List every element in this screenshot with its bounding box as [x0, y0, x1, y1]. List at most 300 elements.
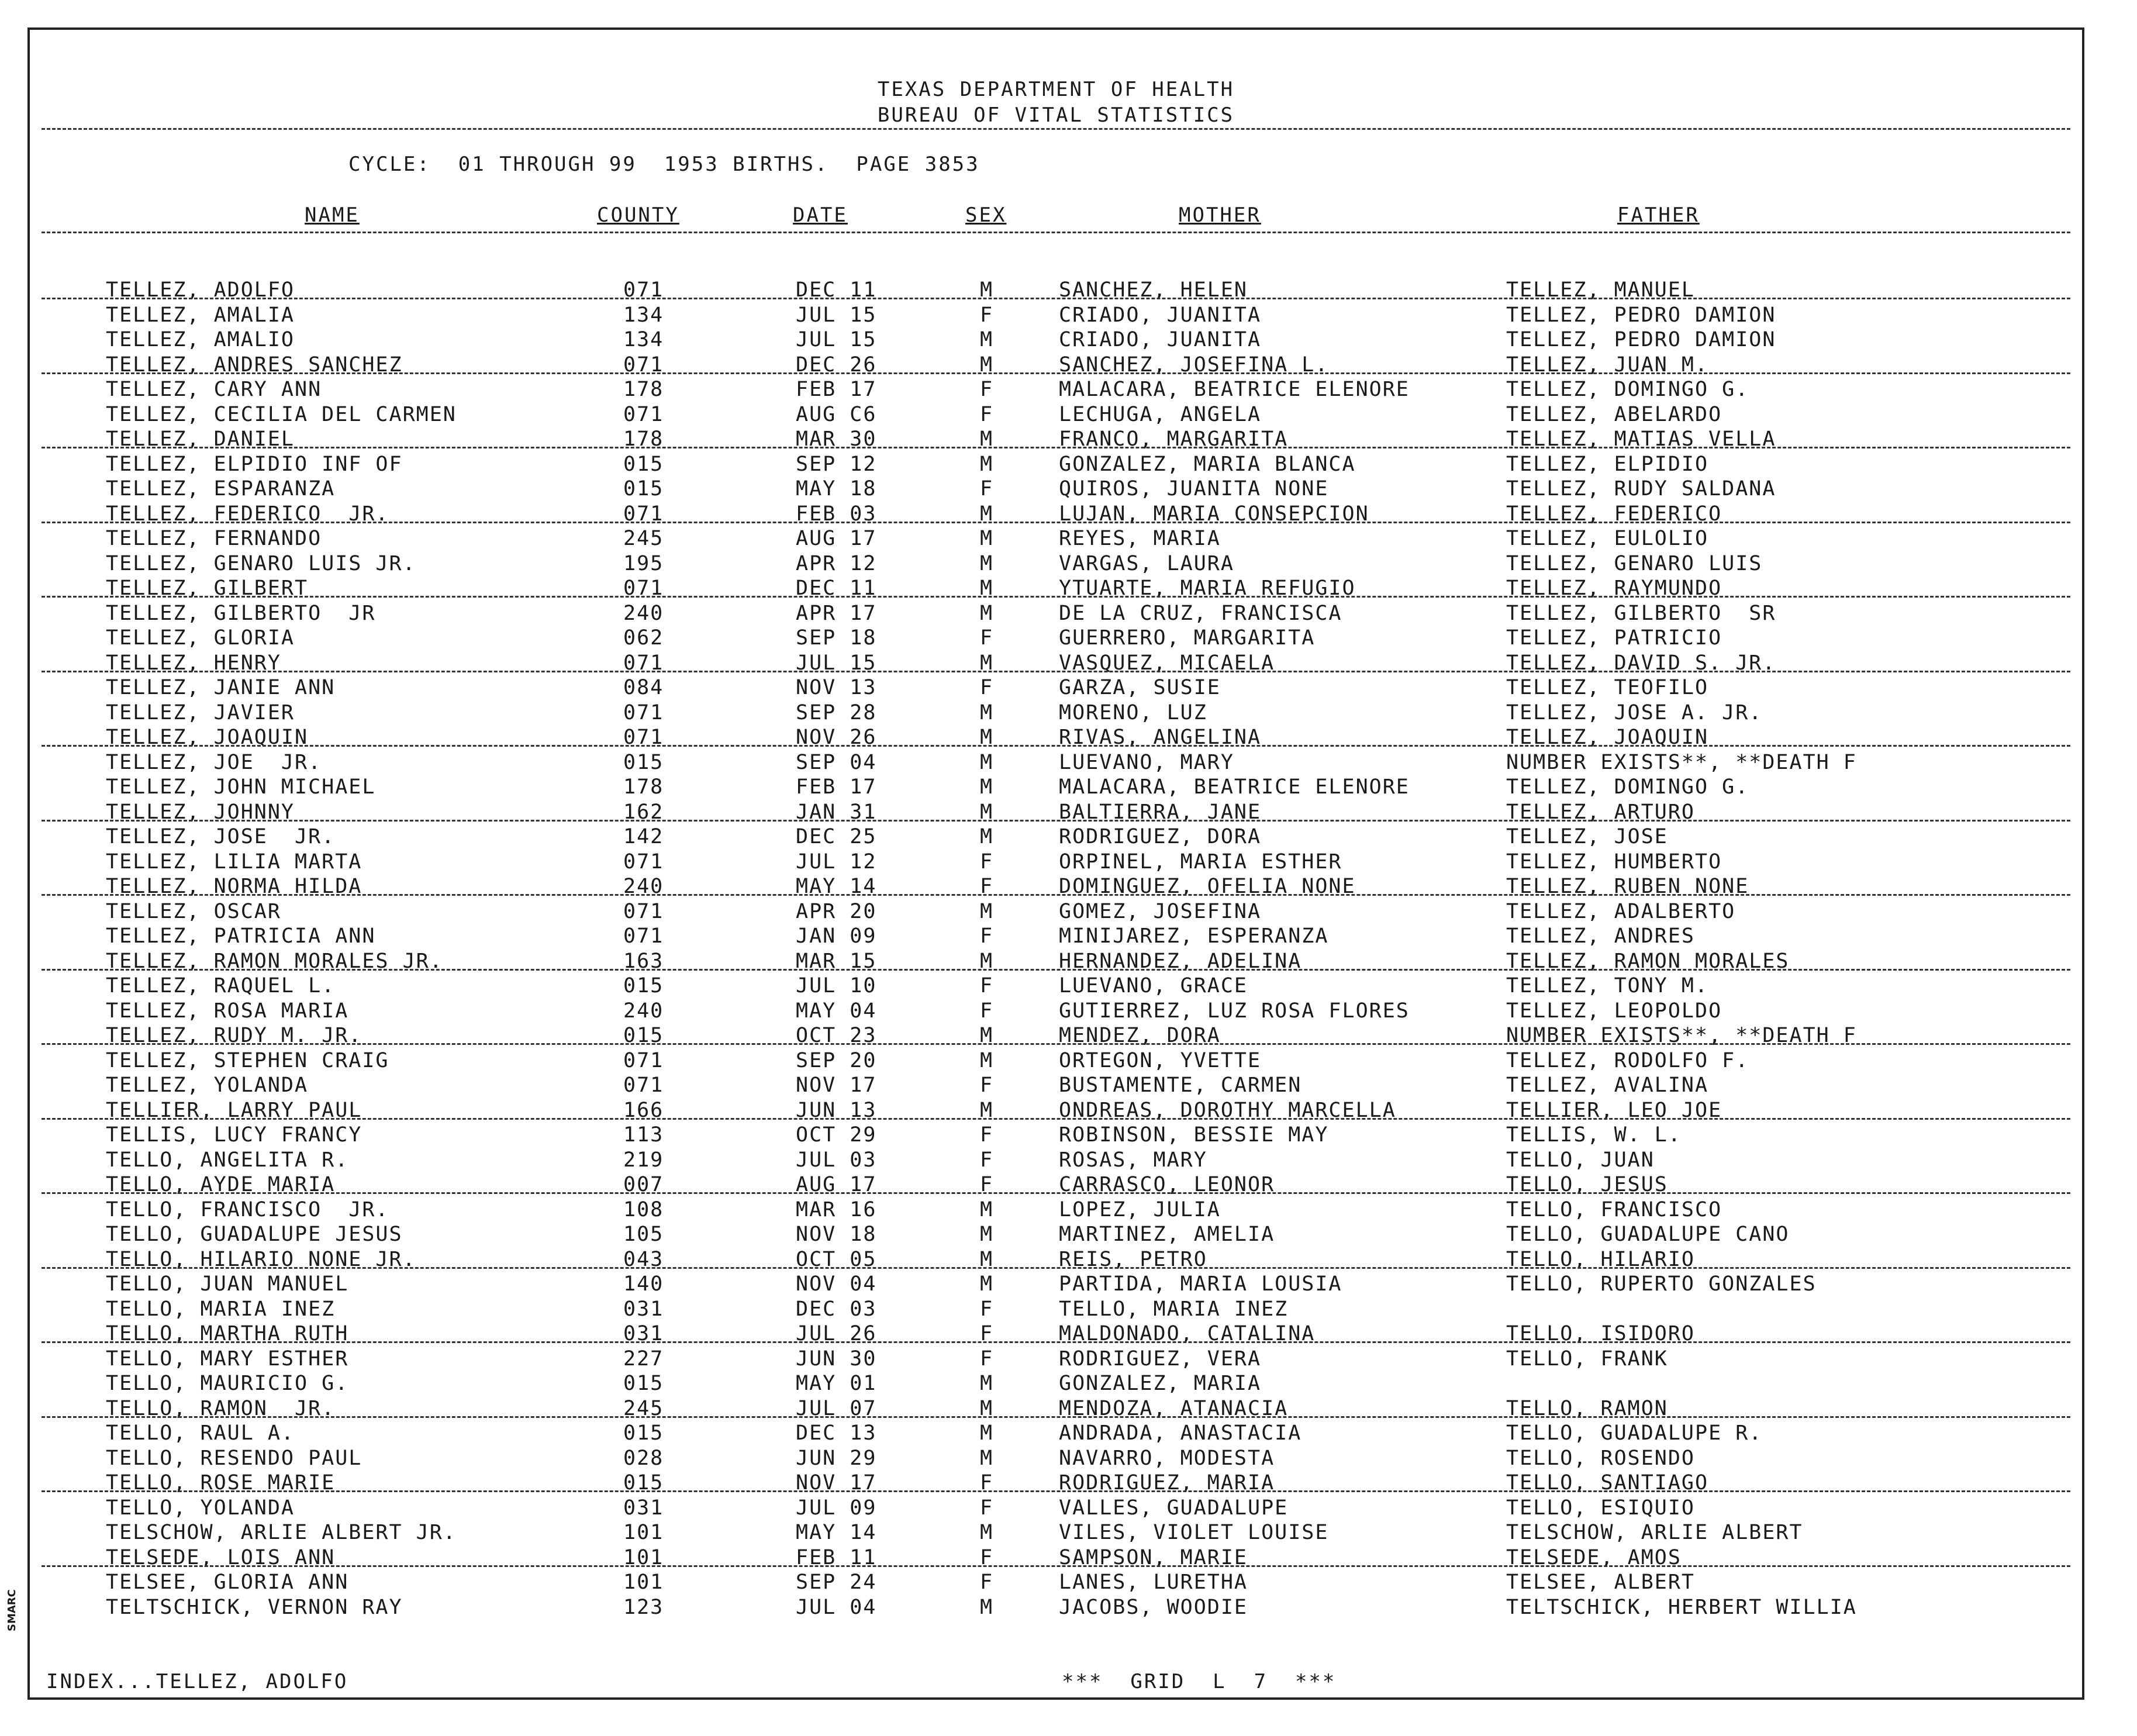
record-county: 134 [623, 303, 664, 327]
record-date: FEB 11 [796, 1545, 877, 1569]
record-sex: F [980, 1123, 994, 1147]
record-row [30, 278, 2082, 303]
record-date: SEP 18 [796, 626, 877, 650]
record-mother: ONDREAS, DOROTHY MARCELLA [1059, 1098, 1396, 1122]
record-row [30, 1172, 2082, 1197]
record-row [30, 526, 2082, 551]
record-father: TELLO, FRANK [1506, 1347, 1668, 1371]
col-header-date: DATE [793, 203, 848, 227]
record-mother: MORENO, LUZ [1059, 700, 1207, 724]
record-name: TELLEZ, GILBERT [106, 577, 309, 600]
record-county: 031 [623, 1322, 664, 1345]
record-name: TELLEZ, CECILIA DEL CARMEN [106, 402, 457, 426]
record-row [30, 377, 2082, 402]
record-mother: ROBINSON, BESSIE MAY [1059, 1123, 1329, 1147]
record-name: TELLEZ, ELPIDIO INF OF [106, 452, 403, 476]
record-row [30, 999, 2082, 1024]
record-county: 101 [623, 1545, 664, 1569]
record-father: TELLO, ESIQUIO [1506, 1496, 1696, 1520]
record-county: 071 [623, 726, 664, 749]
record-county: 101 [623, 1521, 664, 1544]
record-sex: F [980, 1347, 994, 1371]
record-row [30, 402, 2082, 427]
record-date: AUG 17 [796, 1173, 877, 1196]
record-county: 062 [623, 626, 664, 650]
row-separator [42, 447, 2070, 448]
record-father: TELLEZ, EULOLIO [1506, 527, 1709, 550]
record-county: 015 [623, 1471, 664, 1495]
record-county: 101 [623, 1571, 664, 1594]
record-row [30, 899, 2082, 924]
record-mother: SAMPSON, MARIE [1059, 1545, 1248, 1569]
record-county: 166 [623, 1098, 664, 1122]
record-father: TELLEZ, GILBERTO SR [1506, 601, 1776, 625]
record-mother: CRIADO, JUANITA [1059, 303, 1262, 327]
record-county: 134 [623, 328, 664, 351]
record-county: 240 [623, 999, 664, 1023]
record-date: MAY 04 [796, 999, 877, 1023]
record-name: TELLEZ, LILIA MARTA [106, 850, 363, 874]
record-sex: F [980, 626, 994, 650]
record-mother: FRANCO, MARGARITA [1059, 427, 1289, 451]
row-separator [42, 1341, 2070, 1343]
record-mother: RODRIGUEZ, VERA [1059, 1347, 1262, 1371]
record-county: 240 [623, 875, 664, 898]
record-date: MAY 01 [796, 1372, 877, 1395]
record-row [30, 1471, 2082, 1496]
record-name: TELLEZ, AMALIO [106, 328, 295, 351]
record-county: 028 [623, 1446, 664, 1470]
record-date: JUL 07 [796, 1396, 877, 1420]
record-father: TELLEZ, ABELARDO [1506, 402, 1722, 426]
record-row [30, 477, 2082, 502]
record-mother: PARTIDA, MARIA LOUSIA [1059, 1272, 1342, 1296]
record-date: JUL 10 [796, 974, 877, 998]
record-name: TELLEZ, RAMON MORALES JR. [106, 949, 443, 973]
row-separator [42, 1118, 2070, 1120]
record-mother: LUJAN, MARIA CONSEPCION [1059, 502, 1369, 526]
col-header-sex: SEX [965, 203, 1007, 227]
record-name: TELLO, JUAN MANUEL [106, 1272, 349, 1296]
record-county: 140 [623, 1272, 664, 1296]
record-name: TELLO, ANGELITA R. [106, 1148, 349, 1172]
record-county: 071 [623, 1048, 664, 1072]
record-county: 043 [623, 1247, 664, 1271]
record-date: JUL 12 [796, 850, 877, 874]
record-county: 071 [623, 278, 664, 302]
record-county: 031 [623, 1496, 664, 1520]
record-mother: ROSAS, MARY [1059, 1148, 1207, 1172]
record-mother: REIS, PETRO [1059, 1247, 1207, 1271]
record-mother: VILES, VIOLET LOUISE [1059, 1521, 1329, 1544]
record-date: OCT 29 [796, 1123, 877, 1147]
record-county: 071 [623, 700, 664, 724]
record-mother: GUERRERO, MARGARITA [1059, 626, 1316, 650]
row-separator [42, 522, 2070, 523]
record-name: TELLO, RAMON JR. [106, 1396, 336, 1420]
record-mother: HERNANDEZ, ADELINA [1059, 949, 1302, 973]
record-sex: F [980, 1322, 994, 1345]
row-separator [42, 1416, 2070, 1418]
record-name: TELLEZ, JOAQUIN [106, 726, 309, 749]
record-sex: M [980, 1223, 994, 1246]
record-name: TELLEZ, YOLANDA [106, 1074, 309, 1097]
record-date: NOV 04 [796, 1272, 877, 1296]
record-row [30, 1496, 2082, 1521]
record-row [30, 1297, 2082, 1322]
row-separator [42, 894, 2070, 896]
record-row [30, 874, 2082, 899]
record-father: TELLEZ, DOMINGO G. [1506, 378, 1749, 401]
row-separator [42, 1043, 2070, 1045]
record-name: TELLEZ, GILBERTO JR [106, 601, 376, 625]
record-father: TELLEZ, HUMBERTO [1506, 850, 1722, 874]
record-sex: M [980, 775, 994, 799]
record-row [30, 800, 2082, 825]
record-row [30, 1023, 2082, 1048]
record-father: TELLO, JUAN [1506, 1148, 1655, 1172]
record-father: TELLEZ, RAMON MORALES [1506, 949, 1790, 973]
record-sex: F [980, 875, 994, 898]
record-mother: GUTIERREZ, LUZ ROSA FLORES [1059, 999, 1410, 1023]
record-father: NUMBER EXISTS**, **DEATH F [1506, 750, 1857, 774]
record-row [30, 1098, 2082, 1123]
record-row [30, 626, 2082, 651]
record-mother: GARZA, SUSIE [1059, 676, 1221, 699]
record-date: DEC 25 [796, 825, 877, 848]
record-row [30, 924, 2082, 949]
record-row [30, 1148, 2082, 1173]
record-county: 240 [623, 601, 664, 625]
record-date: NOV 13 [796, 676, 877, 699]
record-name: TELLEZ, JOHNNY [106, 800, 295, 824]
record-date: JUL 15 [796, 328, 877, 351]
record-name: TELLEZ, JAVIER [106, 700, 295, 724]
record-mother: DE LA CRUZ, FRANCISCA [1059, 601, 1342, 625]
record-row [30, 1222, 2082, 1247]
record-row [30, 1197, 2082, 1223]
record-name: TELLEZ, FEDERICO JR. [106, 502, 389, 526]
record-mother: LOPEZ, JULIA [1059, 1197, 1221, 1221]
col-header-father: FATHER [1617, 203, 1700, 227]
record-row [30, 551, 2082, 577]
record-father: TELLEZ, ANDRES [1506, 924, 1696, 948]
record-row [30, 949, 2082, 974]
record-sex: M [980, 825, 994, 848]
row-separator [42, 1192, 2070, 1194]
record-father: TELLEZ, RUBEN NONE [1506, 875, 1749, 898]
record-sex: M [980, 551, 994, 575]
record-name: TELLIS, LUCY FRANCY [106, 1123, 363, 1147]
record-county: 071 [623, 651, 664, 675]
record-date: SEP 04 [796, 750, 877, 774]
record-sex: M [980, 1595, 994, 1619]
record-name: TELLIER, LARRY PAUL [106, 1098, 363, 1122]
record-name: TELLO, GUADALUPE JESUS [106, 1223, 403, 1246]
record-county: 071 [623, 402, 664, 426]
record-father: TELLO, GUADALUPE CANO [1506, 1223, 1790, 1246]
record-sex: M [980, 1048, 994, 1072]
record-father: TELLEZ, FEDERICO [1506, 502, 1722, 526]
record-date: DEC 11 [796, 577, 877, 600]
record-name: TELTSCHICK, VERNON RAY [106, 1595, 403, 1619]
record-date: JUN 13 [796, 1098, 877, 1122]
record-row [30, 1247, 2082, 1272]
record-name: TELLO, YOLANDA [106, 1496, 295, 1520]
record-father: TELLO, FRANCISCO [1506, 1197, 1722, 1221]
record-sex: M [980, 651, 994, 675]
record-date: MAR 15 [796, 949, 877, 973]
record-father: TELLEZ, LEOPOLDO [1506, 999, 1722, 1023]
record-row [30, 750, 2082, 775]
record-father: TELLEZ, MANUEL [1506, 278, 1696, 302]
record-date: APR 12 [796, 551, 877, 575]
row-separator [42, 596, 2070, 598]
record-father: TELSEE, ALBERT [1506, 1571, 1696, 1594]
record-sex: M [980, 1272, 994, 1296]
record-mother: RODRIGUEZ, DORA [1059, 825, 1262, 848]
record-father: TELLO, ISIDORO [1506, 1322, 1696, 1345]
record-county: 163 [623, 949, 664, 973]
record-father: TELLEZ, RAYMUNDO [1506, 577, 1722, 600]
record-sex: M [980, 700, 994, 724]
record-father: TELLEZ, AVALINA [1506, 1074, 1709, 1097]
cycle-line: CYCLE: 01 THROUGH 99 1953 BIRTHS. PAGE 3853 [348, 153, 980, 176]
record-sex: F [980, 850, 994, 874]
record-father: TELLO, ROSENDO [1506, 1446, 1696, 1470]
record-date: MAR 16 [796, 1197, 877, 1221]
record-name: TELLO, RESENDO PAUL [106, 1446, 363, 1470]
record-date: SEP 20 [796, 1048, 877, 1072]
side-mark: SMARC [6, 1589, 18, 1631]
record-county: 031 [623, 1297, 664, 1321]
record-mother: CARRASCO, LEONOR [1059, 1173, 1275, 1196]
record-county: 195 [623, 551, 664, 575]
record-date: DEC 13 [796, 1421, 877, 1445]
record-date: FEB 17 [796, 775, 877, 799]
record-father: TELLEZ, RODOLFO F. [1506, 1048, 1749, 1072]
record-date: APR 20 [796, 899, 877, 923]
record-father: TELLEZ, ADALBERTO [1506, 899, 1736, 923]
record-county: 105 [623, 1223, 664, 1246]
record-row [30, 502, 2082, 527]
record-father: TELLO, SANTIAGO [1506, 1471, 1709, 1495]
record-county: 113 [623, 1123, 664, 1147]
record-row [30, 651, 2082, 676]
record-name: TELSCHOW, ARLIE ALBERT JR. [106, 1521, 457, 1544]
record-father: TELLEZ, JOSE A. JR. [1506, 700, 1763, 724]
col-header-county: COUNTY [597, 203, 679, 227]
record-sex: F [980, 1571, 994, 1594]
record-father: TELSEDE, AMOS [1506, 1545, 1682, 1569]
record-sex: M [980, 750, 994, 774]
record-county: 178 [623, 378, 664, 401]
record-row [30, 601, 2082, 626]
record-sex: M [980, 278, 994, 302]
record-name: TELLO, MARTHA RUTH [106, 1322, 349, 1345]
record-county: 071 [623, 899, 664, 923]
row-separator [42, 298, 2070, 299]
record-father: TELLEZ, MATIAS VELLA [1506, 427, 1776, 451]
record-row [30, 1321, 2082, 1347]
record-sex: M [980, 726, 994, 749]
record-mother: VARGAS, LAURA [1059, 551, 1234, 575]
record-county: 015 [623, 452, 664, 476]
record-county: 123 [623, 1595, 664, 1619]
record-date: DEC 03 [796, 1297, 877, 1321]
record-date: SEP 24 [796, 1571, 877, 1594]
record-date: MAY 14 [796, 1521, 877, 1544]
record-sex: M [980, 899, 994, 923]
record-date: NOV 26 [796, 726, 877, 749]
record-name: TELLO, MARY ESTHER [106, 1347, 349, 1371]
row-separator [42, 671, 2070, 672]
records-list [30, 278, 2082, 1620]
record-date: JUL 09 [796, 1496, 877, 1520]
record-row [30, 675, 2082, 700]
record-county: 071 [623, 1074, 664, 1097]
record-row [30, 1123, 2082, 1148]
record-row [30, 775, 2082, 800]
record-father: TELLEZ, RUDY SALDANA [1506, 477, 1776, 501]
record-name: TELLEZ, AMALIA [106, 303, 295, 327]
record-father: TELLO, GUADALUPE R. [1506, 1421, 1763, 1445]
record-date: JUL 03 [796, 1148, 877, 1172]
record-mother: MENDOZA, ATANACIA [1059, 1396, 1289, 1420]
record-mother: MINIJAREZ, ESPERANZA [1059, 924, 1329, 948]
record-sex: F [980, 924, 994, 948]
record-row [30, 452, 2082, 477]
record-name: TELLEZ, GENARO LUIS JR. [106, 551, 416, 575]
footer-index: INDEX...TELLEZ, ADOLFO [46, 1670, 348, 1693]
record-sex: F [980, 1545, 994, 1569]
record-sex: M [980, 1396, 994, 1420]
record-father: NUMBER EXISTS**, **DEATH F [1506, 1024, 1857, 1047]
record-mother: RIVAS, ANGELINA [1059, 726, 1262, 749]
record-row [30, 974, 2082, 999]
record-father: TELLEZ, DAVID S. JR. [1506, 651, 1776, 675]
record-mother: VALLES, GUADALUPE [1059, 1496, 1289, 1520]
row-separator [42, 820, 2070, 822]
record-father: TELLIS, W. L. [1506, 1123, 1682, 1147]
column-header-rule [42, 232, 2070, 233]
record-sex: F [980, 1148, 994, 1172]
record-sex: M [980, 527, 994, 550]
record-name: TELLEZ, JOSE JR. [106, 825, 336, 848]
record-father: TELLO, RAMON [1506, 1396, 1668, 1420]
record-date: MAY 18 [796, 477, 877, 501]
record-date: MAR 30 [796, 427, 877, 451]
record-row [30, 1421, 2082, 1446]
record-date: JUN 29 [796, 1446, 877, 1470]
record-name: TELLEZ, PATRICIA ANN [106, 924, 376, 948]
record-father: TELLEZ, ELPIDIO [1506, 452, 1709, 476]
footer-grid: *** GRID L 7 *** [1062, 1670, 1337, 1693]
record-father: TELLEZ, TEOFILO [1506, 676, 1709, 699]
record-county: 178 [623, 775, 664, 799]
record-county: 245 [623, 1396, 664, 1420]
record-mother: LANES, LURETHA [1059, 1571, 1248, 1594]
record-mother: NAVARRO, MODESTA [1059, 1446, 1275, 1470]
record-row [30, 1446, 2082, 1471]
record-name: TELLEZ, ANDRES SANCHEZ [106, 353, 403, 377]
record-county: 015 [623, 1372, 664, 1395]
record-date: NOV 18 [796, 1223, 877, 1246]
record-sex: M [980, 1098, 994, 1122]
record-sex: F [980, 1297, 994, 1321]
record-name: TELLEZ, HENRY [106, 651, 281, 675]
record-sex: F [980, 378, 994, 401]
col-header-mother: MOTHER [1179, 203, 1261, 227]
record-sex: M [980, 427, 994, 451]
row-separator [42, 745, 2070, 747]
record-sex: M [980, 1372, 994, 1395]
record-mother: REYES, MARIA [1059, 527, 1221, 550]
record-row [30, 1520, 2082, 1545]
record-mother: BUSTAMENTE, CARMEN [1059, 1074, 1302, 1097]
record-name: TELLO, MAURICIO G. [106, 1372, 349, 1395]
record-mother: VASQUEZ, MICAELA [1059, 651, 1275, 675]
record-mother: TELLO, MARIA INEZ [1059, 1297, 1289, 1321]
record-father: TELLO, JESUS [1506, 1173, 1668, 1196]
record-date: OCT 05 [796, 1247, 877, 1271]
record-sex: M [980, 1024, 994, 1047]
record-date: APR 17 [796, 601, 877, 625]
record-row [30, 303, 2082, 328]
record-date: FEB 03 [796, 502, 877, 526]
record-father: TELLIER, LEO JOE [1506, 1098, 1722, 1122]
record-date: JAN 31 [796, 800, 877, 824]
record-sex: M [980, 328, 994, 351]
record-father: TELTSCHICK, HERBERT WILLIA [1506, 1595, 1857, 1619]
record-row [30, 1371, 2082, 1396]
record-county: 015 [623, 477, 664, 501]
record-sex: F [980, 1496, 994, 1520]
record-name: TELLEZ, RUDY M. JR. [106, 1024, 363, 1047]
record-mother: SANCHEZ, JOSEFINA L. [1059, 353, 1329, 377]
row-separator [42, 969, 2070, 971]
record-mother: YTUARTE, MARIA REFUGIO [1059, 577, 1356, 600]
record-mother: LUEVANO, MARY [1059, 750, 1234, 774]
record-mother: GOMEZ, JOSEFINA [1059, 899, 1262, 923]
record-name: TELLEZ, RAQUEL L. [106, 974, 336, 998]
record-mother: QUIROS, JUANITA NONE [1059, 477, 1329, 501]
record-mother: ORTEGON, YVETTE [1059, 1048, 1262, 1072]
record-name: TELLEZ, OSCAR [106, 899, 281, 923]
record-mother: DOMINGUEZ, OFELIA NONE [1059, 875, 1356, 898]
record-date: MAY 14 [796, 875, 877, 898]
record-sex: M [980, 601, 994, 625]
record-name: TELLEZ, CARY ANN [106, 378, 322, 401]
record-father: TELLEZ, DOMINGO G. [1506, 775, 1749, 799]
record-name: TELLEZ, DANIEL [106, 427, 295, 451]
record-date: DEC 26 [796, 353, 877, 377]
record-date: FEB 17 [796, 378, 877, 401]
record-county: 071 [623, 850, 664, 874]
record-county: 015 [623, 750, 664, 774]
record-father: TELLEZ, JOSE [1506, 825, 1668, 848]
record-name: TELLO, AYDE MARIA [106, 1173, 336, 1196]
record-mother: GONZALEZ, MARIA [1059, 1372, 1262, 1395]
record-father: TELLO, HILARIO [1506, 1247, 1696, 1271]
record-sex: F [980, 999, 994, 1023]
record-row [30, 1570, 2082, 1595]
record-father: TELLEZ, PEDRO DAMION [1506, 328, 1776, 351]
record-date: NOV 17 [796, 1471, 877, 1495]
header-rule [42, 128, 2070, 130]
record-sex: M [980, 1446, 994, 1470]
record-county: 015 [623, 1421, 664, 1445]
